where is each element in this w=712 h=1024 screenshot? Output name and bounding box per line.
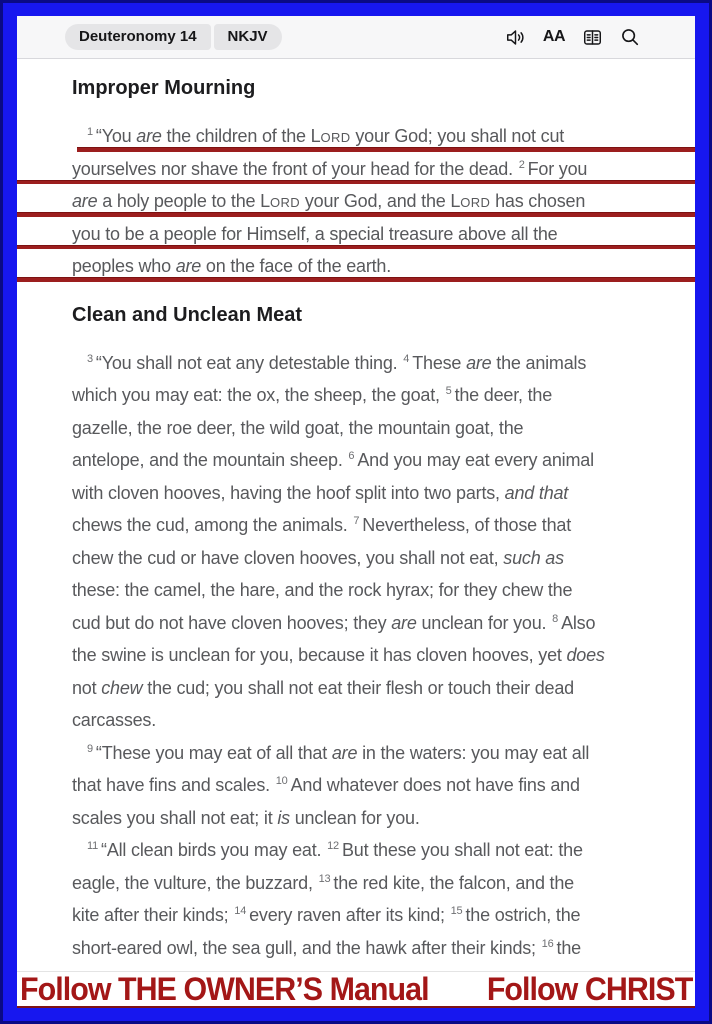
verse-line: carcasses.	[72, 710, 157, 730]
verse-line: antelope, and the mountain sheep. $^6$ And you may eat every animal	[72, 450, 594, 470]
highlight-underline	[17, 180, 695, 185]
verse-line: you to be a people for Himself, a special treasure above all the	[72, 218, 637, 251]
highlight-underline	[17, 245, 695, 250]
highlight-underline	[17, 212, 695, 217]
verse-line: short-eared owl, the sea gull, and the hawk after their kinds; $^{16}$ the	[72, 937, 581, 958]
reader-toolbar	[17, 16, 695, 59]
book-chapter-button[interactable]: Deuteronomy 14	[65, 24, 211, 50]
verse-line: chews the cud, among the animals. $^7$ Nevertheless, of those that	[72, 515, 572, 535]
verse-line: scales you shall not eat; it is unclean for you.	[72, 807, 420, 828]
banner-text-owners-manual: Follow THE OWNER’S Manual	[20, 971, 429, 1008]
banner-text-follow-christ: Follow CHRIST	[486, 971, 692, 1008]
verse-line: chew the cud or have cloven hooves, you shall not eat, such as	[72, 547, 564, 568]
scripture-content	[17, 59, 695, 964]
verse-line: kite after their kinds; $^{14}$ every raven after its kind; $^{15}$ the ostrich, the	[72, 905, 581, 925]
verse-line: which you may eat: the ox, the sheep, the goat, $^5$ the deer, the	[72, 385, 553, 405]
verse-line: that have fins and scales. $^{10}$ And whatever does not have fins and	[72, 775, 580, 795]
highlight-underline	[77, 147, 695, 152]
bible-reader-page	[17, 16, 695, 1008]
version-button[interactable]: NKJV	[214, 24, 282, 50]
verse-line: peoples who are on the face of the earth.	[72, 250, 637, 283]
verse-line: cud but do not have cloven hooves; they are unclean for you. $^8$ Also	[72, 612, 596, 633]
verse-line: not chew the cud; you shall not eat their flesh or touch their dead	[72, 677, 574, 698]
section-heading-improper-mourning: Improper Mourning	[72, 77, 256, 99]
verse-line: $^1$ “You are the children of the LORD your God; you shall not cut	[72, 120, 637, 153]
text-size-icon[interactable]: AA	[542, 28, 565, 45]
verse-line: eagle, the vulture, the buzzard, $^{13}$ the red kite, the falcon, and the	[72, 872, 574, 893]
book-version-segmented-control	[65, 24, 282, 50]
verse-paragraph-3-8[interactable]	[72, 347, 637, 737]
verse-line: $^3$ “You shall not eat any detestable thing. $^4$ These are the animals	[87, 352, 587, 373]
search-icon[interactable]	[620, 27, 640, 47]
highlight-underline	[17, 277, 695, 282]
verse-line: with cloven hooves, having the hoof split into two parts, and that	[72, 482, 569, 503]
verse-line: are a holy people to the LORD your God, and the LORD has chosen	[72, 185, 637, 218]
verse-paragraph-1-2[interactable]	[72, 120, 637, 283]
verse-paragraph-11-16[interactable]	[72, 834, 637, 964]
verse-paragraph-9-10[interactable]	[72, 737, 637, 835]
audio-speaker-icon[interactable]	[505, 28, 526, 47]
reader-book-icon[interactable]	[582, 28, 603, 47]
verse-line: the swine is unclean for you, because it has cloven hooves, yet does	[72, 645, 605, 665]
toolbar-icon-group	[505, 27, 640, 47]
verse-line: $^{11}$ “All clean birds you may eat. $^{12}$ But these you shall not eat: the	[87, 840, 583, 860]
verse-line: $^9$ “These you may eat of all that are in the waters: you may eat all	[87, 742, 590, 763]
section-heading-clean-unclean-meat: Clean and Unclean Meat	[72, 303, 303, 326]
verse-line: gazelle, the roe deer, the wild goat, the mountain goat, the	[72, 417, 524, 438]
verse-line: yourselves nor shave the front of your head for the dead. $^2$ For you	[72, 153, 637, 186]
verse-line: these: the camel, the hare, and the rock hyrax; for they chew the	[72, 580, 573, 600]
bottom-banner	[17, 971, 695, 1008]
